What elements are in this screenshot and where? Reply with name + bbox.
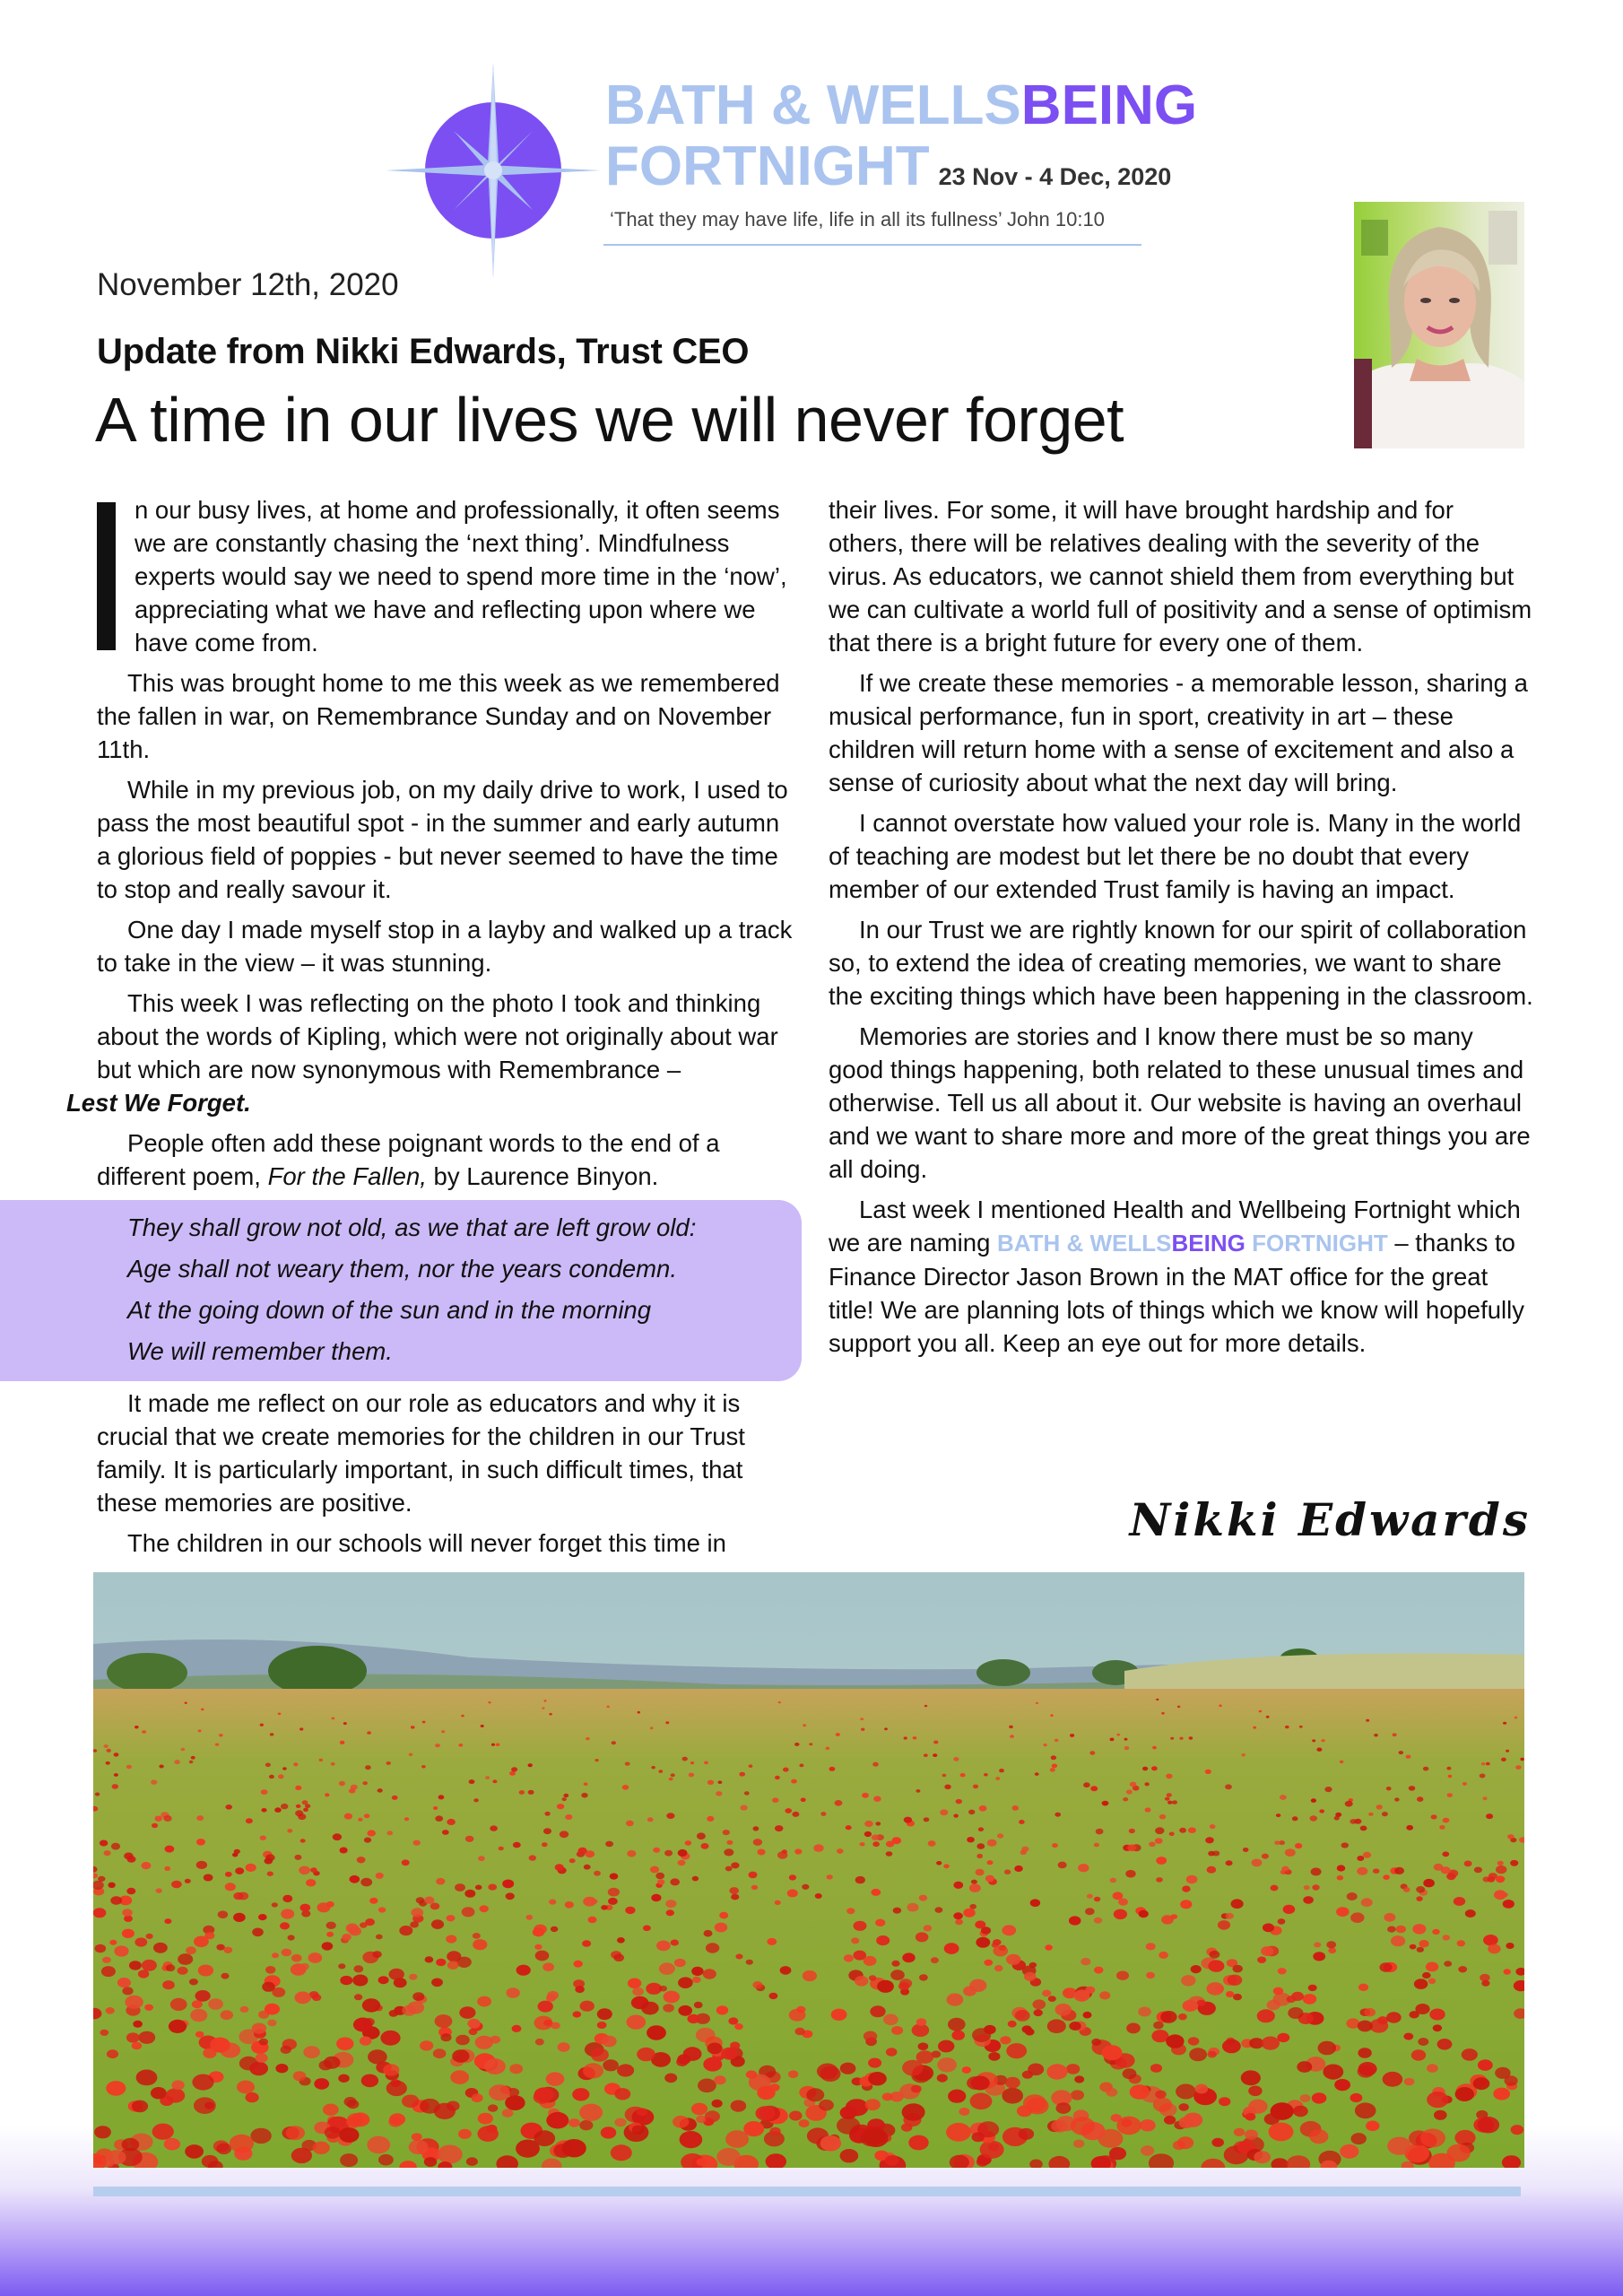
- brand-fortnight: FORTNIGHT: [605, 135, 930, 197]
- poem-verse-box: [0, 1200, 802, 1381]
- paragraph-kipling: [66, 987, 798, 1119]
- footer-divider: [93, 2187, 1521, 2196]
- verse-line: Age shall not weary them, nor the years condemn.: [127, 1255, 677, 1283]
- drop-cap-i: [97, 502, 116, 650]
- fortnight-text-end: – thanks to Finance Director Jason Brown in the MAT office for the great title! We are planning lots of things which we know will hopefully support you all. Keep an eye out for more details.: [829, 1229, 1525, 1357]
- paragraph: I cannot overstate how valued your role is. Many in the world of teaching are modest but let there be no doubt that every member of our extended Trust family is having an impact.: [829, 809, 1522, 903]
- binyon-text-start: People often add these poignant words to the end of a different poem,: [97, 1129, 720, 1190]
- event-dates: 23 Nov - 4 Dec, 2020: [938, 163, 1172, 190]
- inline-brand-part1: BATH & WELLS: [997, 1230, 1172, 1257]
- inline-brand: [997, 1230, 1388, 1257]
- paragraph: In our Trust we are rightly known for our spirit of collaboration so, to extend the idea of creating memories, we want to share the exciting things which have been happening in the classroom.: [829, 916, 1533, 1010]
- brand-title-line1: [605, 74, 1197, 137]
- paragraph: One day I made myself stop in a layby and walked up a track to take in the view – it was stunning.: [97, 916, 793, 977]
- paragraph: The children in our schools will never forget this time in: [127, 1529, 726, 1557]
- paragraph: their lives. For some, it will have brought hardship and for others, there will be relatives dealing with the severity of the virus. As educators, we cannot shield them from everything but we can cultivate a world full of positivity and a sense of optimism that there is a bright future for every one of them.: [829, 496, 1532, 657]
- lest-we-forget: Lest We Forget.: [66, 1089, 251, 1117]
- left-column: [66, 493, 798, 1567]
- paragraph: Memories are stories and I know there must be so many good things happening, both related to these unusual times and otherwise. Tell us all about it. Our website is having an overhaul and we want to share more and more of the great things you are all doing.: [829, 1022, 1531, 1183]
- inline-brand-part2: BEING: [1171, 1230, 1245, 1257]
- fortnight-text-start: Last week I mentioned Health and Wellbeing Fortnight which we are naming: [829, 1196, 1521, 1257]
- paragraph: This was brought home to me this week as we remembered the fallen in war, on Remembrance Sunday and on November 11th.: [97, 669, 780, 763]
- ceo-portrait-photo: [1354, 202, 1524, 448]
- article-heading: Update from Nikki Edwards, Trust CEO: [97, 332, 750, 371]
- paragraph-binyon: [97, 1126, 798, 1193]
- intro-text: n our busy lives, at home and professionally, it often seems we are constantly chasing the ‘next thing’. Mindfulness experts would say we need to spend more time in the ‘now’, appreciating what we have and reflecting upon where we have come from.: [135, 496, 787, 657]
- brand-title-line2: [605, 135, 1171, 198]
- star-logo-icon: [386, 63, 601, 278]
- intro-paragraph: [97, 493, 798, 659]
- inline-brand-part3: FORTNIGHT: [1245, 1230, 1388, 1257]
- motto-quote: ‘That they may have life, life in all its fullness’ John 10:10: [610, 208, 1105, 230]
- brand-part1: BATH & WELLS: [605, 74, 1021, 136]
- article-date: November 12th, 2020: [97, 267, 399, 302]
- kipling-text: This week I was reflecting on the photo I took and thinking about the words of Kipling, which were not originally about war but which are now synonymous with Remembrance –: [97, 989, 778, 1083]
- paragraph: If we create these memories - a memorable lesson, sharing a musical performance, fun in sport, creativity in art – these children will return home with a sense of excitement and also a sense of curiosity about what the next day will bring.: [829, 669, 1528, 796]
- paragraph: It made me reflect on our role as educators and why it is crucial that we create memories for the children in our Trust family. It is particularly important, in such difficult times, that these memories are positive.: [97, 1389, 745, 1517]
- poppy-field-photo: [93, 1572, 1524, 2168]
- article-title: A time in our lives we will never forget: [95, 385, 1124, 455]
- paragraph: While in my previous job, on my daily drive to work, I used to pass the most beautiful spot - in the summer and early autumn a glorious field of poppies - but never seemed to have the time to stop and really savour it.: [97, 776, 788, 903]
- paragraph-fortnight: [829, 1193, 1533, 1360]
- poem-title: For the Fallen,: [267, 1162, 427, 1190]
- brand-part2: BEING: [1020, 74, 1198, 136]
- signature: Nikki Edwards: [1129, 1493, 1531, 1546]
- right-column: [829, 493, 1533, 1367]
- verse-line: We will remember them.: [127, 1337, 393, 1365]
- binyon-text-end: by Laurence Binyon.: [433, 1162, 659, 1190]
- verse-line: They shall grow not old, as we that are left grow old:: [127, 1213, 697, 1241]
- verse-line: At the going down of the sun and in the morning: [127, 1296, 652, 1324]
- motto-divider: [603, 244, 1141, 246]
